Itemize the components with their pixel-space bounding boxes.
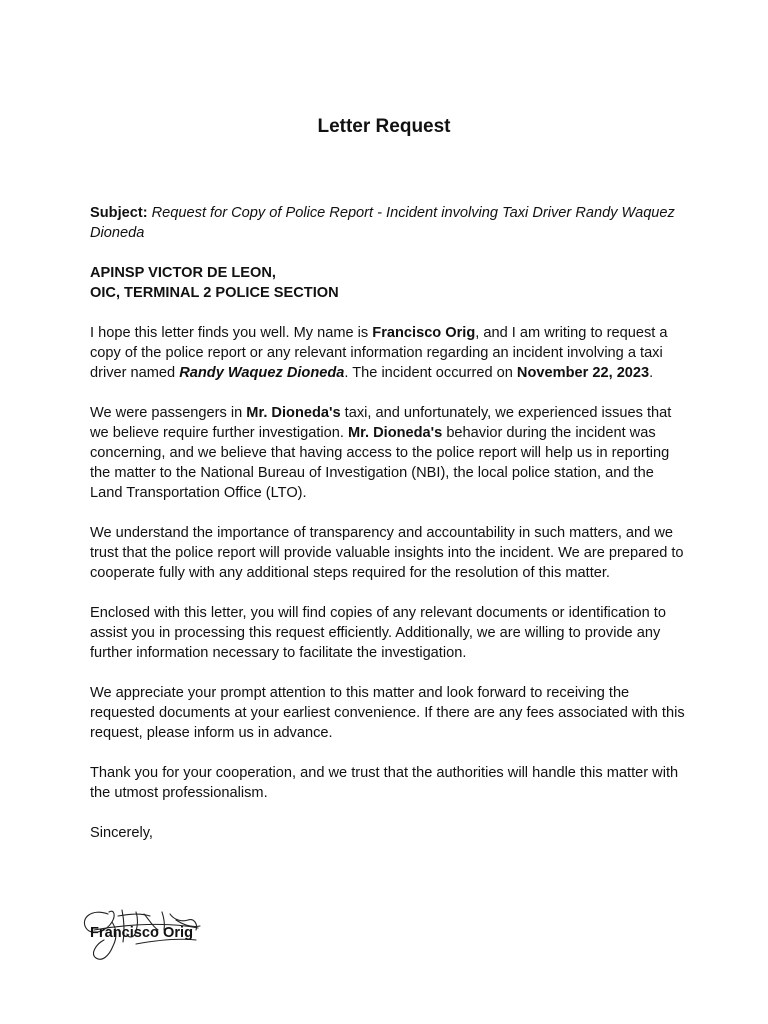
recipient-name: APINSP VICTOR DE LEON, [90, 265, 276, 281]
paragraph-thanks: Thank you for your cooperation, and we trust that the authorities will handle this matter with the utmost professionalism. [90, 765, 679, 801]
letter-title: Letter Request [317, 116, 451, 137]
subject-line [90, 203, 690, 243]
recipient-office: OIC, TERMINAL 2 POLICE SECTION [90, 285, 339, 301]
p1-text-2: , and I am writing to request a copy of the police report or any relevant information regarding an incident involving a taxi driver named [90, 325, 668, 381]
p1-sender-name: Francisco Orig [372, 325, 476, 341]
p1-text-3: . The incident occurred on [344, 365, 517, 381]
signature-block [78, 904, 218, 970]
p2-text-3: behavior during the incident was concerning, and we believe that having access to the police report will help us in reporting the matter to the National Bureau of Investigation (NBI), the local police station, and the Land Transportation Office (LTO). [90, 425, 670, 501]
paragraph-enclosures: Enclosed with this letter, you will find copies of any relevant documents or identification to assist you in processing this request efficiently. Additionally, we are willing to provide any further information necessary to facilitate the investigation. [90, 605, 666, 661]
subject-label: Subject: [90, 205, 148, 221]
p2-text-1: We were passengers in [90, 405, 247, 421]
p1-driver-name: Randy Waquez Dioneda [179, 365, 345, 381]
subject-text: Request for Copy of Police Report - Incident involving Taxi Driver Randy Waquez Dioneda [90, 205, 675, 241]
p1-text-1: I hope this letter finds you well. My name is [90, 325, 373, 341]
paragraph-appreciation: We appreciate your prompt attention to this matter and look forward to receiving the requested documents at your earliest convenience. If there are any fees associated with this request, please inform us in advance. [90, 685, 685, 741]
closing-salutation: Sincerely, [90, 825, 153, 841]
p1-text-4: . [649, 365, 654, 381]
p2-text-2: taxi, and unfortunately, we experienced issues that we believe require further investigation. [90, 405, 672, 441]
paragraph-transparency: We understand the importance of transparency and accountability in such matters, and we trust that the police report will provide valuable insights into the incident. We are prepared to cooperate fully with any additional steps required for the resolution of this matter. [90, 525, 684, 581]
paragraph-introduction [90, 323, 690, 383]
p2-driver-ref-1: Mr. Dioneda's [246, 405, 341, 421]
signer-name: Francisco Orig [90, 925, 193, 941]
p1-incident-date: November 22, 2023 [516, 365, 650, 381]
letter-body [90, 203, 690, 863]
recipient-block [90, 263, 690, 303]
p2-driver-ref-2: Mr. Dioneda's [347, 425, 443, 441]
paragraph-incident [90, 403, 690, 503]
